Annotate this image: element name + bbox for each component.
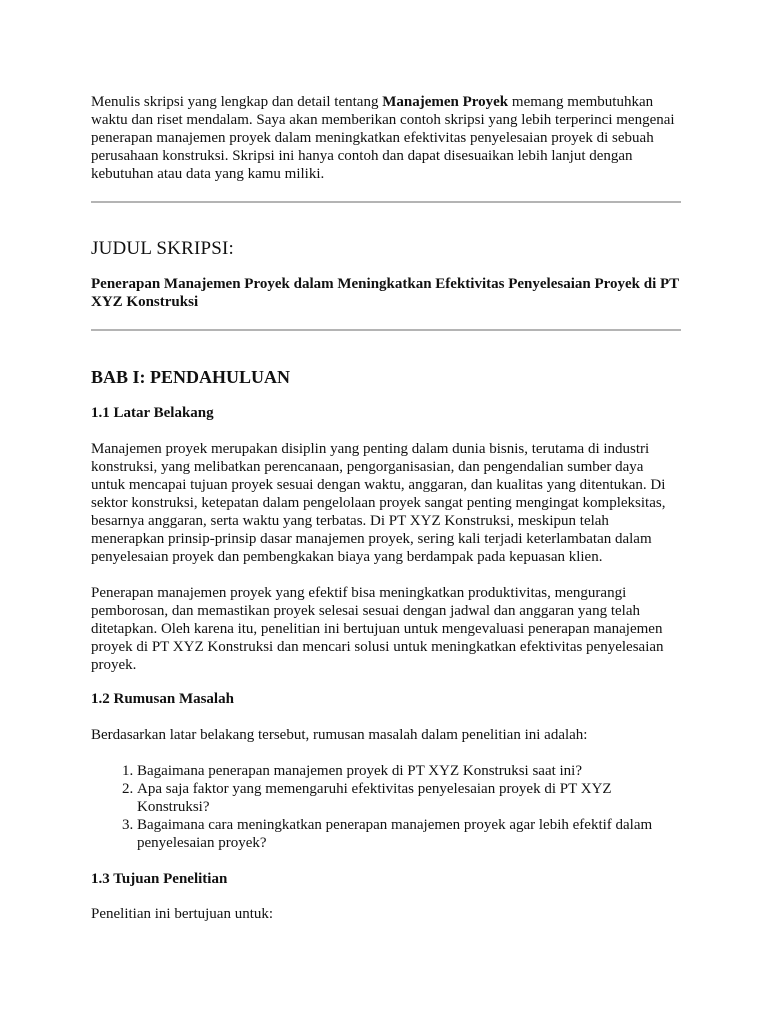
problem-intro: Berdasarkan latar belakang tersebut, rumusan masalah dalam penelitian ini adalah: [91,727,588,743]
list-item: 1. Bagaimana penerapan manajemen proyek di PT XYZ Konstruksi saat ini? [137,762,681,780]
thesis-title: Penerapan Manajemen Proyek dalam Meningkatkan Efektivitas Penyelesaian Proyek di PT XYZ Konstruksi [91,276,679,310]
section-heading-1-3: 1.3 Tujuan Penelitian [91,871,228,887]
divider-1 [91,201,681,203]
section-heading-1-2: 1.2 Rumusan Masalah [91,691,234,707]
intro-paragraph [91,93,681,183]
document-page [91,93,681,923]
background-paragraph-2: Penerapan manajemen proyek yang efektif bisa meningkatkan produktivitas, mengurangi pemborosan, dan memastikan proyek selesai sesuai dengan jadwal dan anggaran yang telah ditetapkan. Oleh karena itu, penelitian ini bertujuan untuk mengevaluasi penerapan manajemen proyek di PT XYZ Konstruksi dan mencari solusi untuk meningkatkan efektivitas penyelesaian proyek. [91,585,664,673]
problem-list [91,762,681,852]
divider-2 [91,329,681,331]
list-item: 2. Apa saja faktor yang memengaruhi efektivitas penyelesaian proyek di PT XYZ Konstruksi? [137,780,681,816]
list-item: 3. Bagaimana cara meningkatkan penerapan manajemen proyek agar lebih efektif dalam penyelesaian proyek? [137,816,681,852]
objective-intro: Penelitian ini bertujuan untuk: [91,906,274,922]
intro-text-start: Menulis skripsi yang lengkap dan detail tentang [91,94,383,110]
intro-bold-topic: Manajemen Proyek [382,94,509,110]
intro-text-rest: memang membutuhkan waktu dan riset mendalam. Saya akan memberikan contoh skripsi yang lebih terperinci mengenai penerapan manajemen proyek dalam meningkatkan efektivitas penyelesaian proyek di sebuah perusahaan konstruksi. Skripsi ini hanya contoh dan dapat disesuaikan lebih lanjut dengan kebutuhan atau data yang kamu miliki. [91,94,675,182]
thesis-heading: JUDUL SKRIPSI: [91,238,235,259]
background-paragraph-1: Manajemen proyek merupakan disiplin yang penting dalam dunia bisnis, terutama di industri konstruksi, yang melibatkan perencanaan, pengorganisasian, dan pengendalian sumber daya untuk mencapai tujuan proyek sesuai dengan waktu, anggaran, dan kualitas yang ditentukan. Di sektor konstruksi, ketepatan dalam pengelolaan proyek sangat penting mengingat kompleksitas, besarnya anggaran, serta waktu yang terbatas. Di PT XYZ Konstruksi, meskipun telah menerapkan prinsip-prinsip dasar manajemen proyek, sering kali terjadi keterlambatan dalam penyelesaian proyek dan pembengkakan biaya yang berdampak pada kepuasan klien. [91,441,666,565]
section-heading-1-1: 1.1 Latar Belakang [91,405,214,421]
chapter-heading: BAB I: PENDAHULUAN [91,367,291,387]
